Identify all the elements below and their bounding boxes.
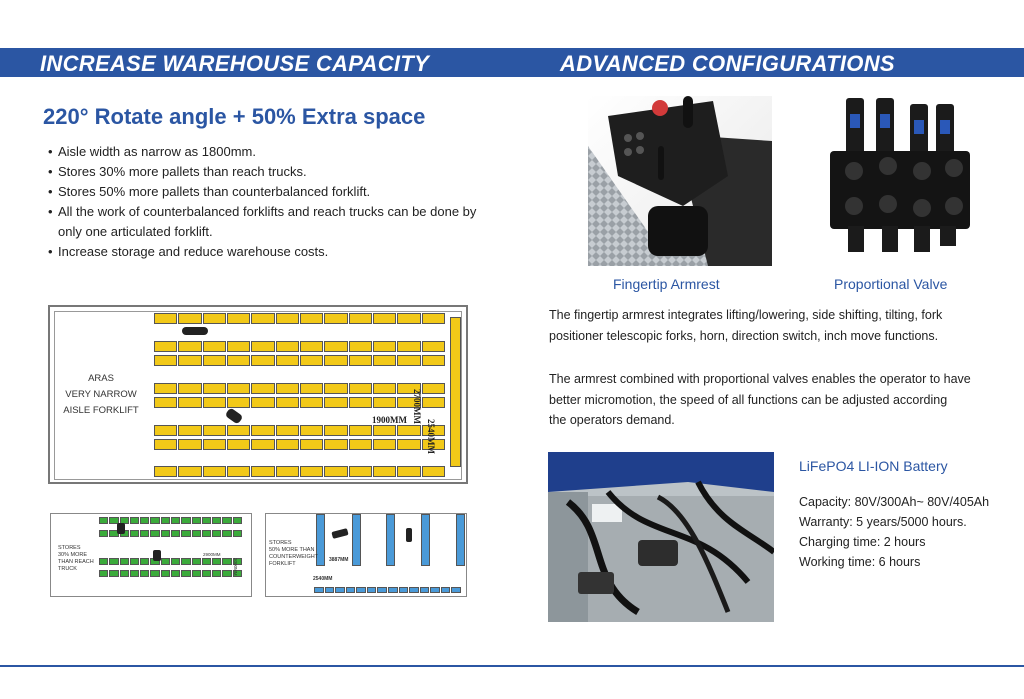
forklift-icon: [117, 523, 125, 534]
rack-cell: [251, 425, 274, 436]
rack-cell: [178, 313, 201, 324]
rack-cell: [203, 383, 226, 394]
rack-cell: [441, 587, 451, 593]
rack-cell: [349, 383, 372, 394]
diagram-label-line2: VERY NARROW: [65, 389, 137, 400]
rack-cell: [140, 530, 149, 537]
rack-cell: [178, 341, 201, 352]
rack-cell: [154, 383, 177, 394]
rack-cell: [222, 530, 231, 537]
rack-cell: [227, 425, 250, 436]
rack-cell: [161, 570, 170, 577]
rack-cell: [150, 570, 159, 577]
rack-cell: [154, 439, 177, 450]
rack-cell: [181, 530, 190, 537]
rack-cell: [178, 397, 201, 408]
rack-cell: [324, 439, 347, 450]
rack-cell: [300, 425, 323, 436]
rack-cell: [325, 587, 335, 593]
rack-cell: [99, 530, 108, 537]
spec-line: Warranty: 5 years/5000 hours.: [799, 515, 967, 529]
paragraph-line: the operators demand.: [549, 413, 675, 427]
rack-cell: [202, 517, 211, 524]
rack-cell: [192, 517, 201, 524]
dimension-upper: 2700MM: [412, 389, 422, 424]
rack-cell: [154, 466, 177, 477]
rack-cell: [140, 570, 149, 577]
rack-cell: [150, 530, 159, 537]
diagram-label-line4: TRUCK: [58, 566, 77, 572]
rack-cell: [386, 514, 395, 566]
rack-cell: [420, 587, 430, 593]
diagram-label-line2: 50% MORE THAN: [269, 547, 315, 553]
rack-cell: [251, 341, 274, 352]
rack-cell: [399, 587, 409, 593]
rack-cell: [99, 517, 108, 524]
rack-cell: [276, 425, 299, 436]
list-item: • Stores 30% more pallets than reach trucks.: [48, 162, 498, 182]
rack-cell: [300, 341, 323, 352]
battery-title: LiFePO4 LI-ION Battery: [799, 458, 948, 474]
rack-cell: [203, 439, 226, 450]
dimension-aisle: 3887MM: [329, 557, 349, 563]
rack-cell: [227, 383, 250, 394]
rack-cell: [212, 558, 221, 565]
rack-cell: [120, 570, 129, 577]
rack-cell: [300, 313, 323, 324]
rack-cell: [422, 466, 445, 477]
proportional-valve-photo: [828, 96, 970, 256]
rack-cell: [178, 355, 201, 366]
rack-cell: [212, 570, 221, 577]
rack-cell: [212, 517, 221, 524]
rack-cell: [276, 341, 299, 352]
list-item: • Increase storage and reduce warehouse costs.: [48, 242, 498, 262]
spec-line: Charging time: 2 hours: [799, 535, 926, 549]
diagram-label-line4: FORKLIFT: [269, 561, 296, 567]
rack-cell: [203, 425, 226, 436]
rack-cell: [251, 313, 274, 324]
rack-cell: [276, 313, 299, 324]
diagram-label-line3: THAN REACH: [58, 559, 94, 565]
diagram-label-line1: STORES: [269, 540, 292, 546]
rack-cell: [409, 587, 419, 593]
rack-cell: [276, 383, 299, 394]
rack-cell: [349, 341, 372, 352]
rack-cell: [451, 587, 461, 593]
dimension-side: 3000MM: [233, 558, 238, 576]
rack-cell: [422, 397, 445, 408]
reach-truck-diagram: [50, 513, 252, 597]
rack-cell: [300, 466, 323, 477]
rack-cell: [178, 466, 201, 477]
rack-cell: [352, 514, 361, 566]
rack-cell: [178, 383, 201, 394]
rack-cell: [324, 466, 347, 477]
rack-cell: [324, 397, 347, 408]
rack-cell: [276, 466, 299, 477]
dimension-aisle: 2900MM: [203, 552, 221, 557]
rack-cell: [154, 355, 177, 366]
rack-cell: [324, 341, 347, 352]
rack-cell: [349, 466, 372, 477]
rack-cell: [154, 313, 177, 324]
rack-cell: [130, 517, 139, 524]
feature-list: [48, 142, 498, 262]
rack-cell: [300, 355, 323, 366]
rack-cell: [202, 570, 211, 577]
rack-cell: [178, 425, 201, 436]
rack-cell: [120, 558, 129, 565]
rack-cell: [373, 383, 396, 394]
rack-cell: [227, 355, 250, 366]
rack-cell: [346, 587, 356, 593]
rack-cell: [171, 558, 180, 565]
rack-cell: [422, 355, 445, 366]
rack-cell: [227, 341, 250, 352]
rack-cell: [203, 313, 226, 324]
rack-cell: [324, 313, 347, 324]
rack-cell: [161, 517, 170, 524]
rack-cell: [324, 355, 347, 366]
battery-photo: [548, 452, 774, 622]
rack-cell: [397, 341, 420, 352]
fingertip-armrest-photo: [588, 96, 772, 266]
rack-cell: [227, 439, 250, 450]
rack-cell: [140, 558, 149, 565]
rack-cell: [373, 425, 396, 436]
rack-cell: [422, 341, 445, 352]
diagram-label-line3: COUNTERWEIGHT: [269, 554, 319, 560]
rack-cell: [324, 383, 347, 394]
battery-specs: [799, 492, 989, 572]
rack-cell: [161, 530, 170, 537]
rack-cell: [349, 439, 372, 450]
rack-cell: [161, 558, 170, 565]
rack-cell: [300, 383, 323, 394]
valve-caption: Proportional Valve: [834, 276, 948, 292]
rack-cell: [421, 514, 430, 566]
warehouse-layout-diagram: [48, 305, 468, 484]
rack-cell: [373, 397, 396, 408]
rack-cell: [212, 530, 221, 537]
armrest-description: [549, 305, 942, 346]
rack-cell: [430, 587, 440, 593]
rack-cell: [349, 425, 372, 436]
diagram-label-line1: STORES: [58, 545, 81, 551]
rack-cell: [99, 558, 108, 565]
rack-cell: [300, 397, 323, 408]
paragraph-line: positioner telescopic forks, horn, direction switch, inch move functions.: [549, 328, 939, 343]
paragraph-line: better micromotion, the speed of all functions can be adjusted according: [549, 392, 948, 407]
rack-cell: [227, 466, 250, 477]
rack-cell: [140, 517, 149, 524]
dimension-aisle: 1900MM: [372, 415, 407, 425]
rack-cell: [171, 570, 180, 577]
rack-cell: [373, 341, 396, 352]
rack-cell: [377, 587, 387, 593]
rack-cell: [367, 587, 377, 593]
rack-cell: [181, 517, 190, 524]
list-item: • All the work of counterbalanced forklifts and reach trucks can be done by only one articulated forklift.: [48, 202, 488, 242]
rack-cell: [222, 570, 231, 577]
forklift-icon: [331, 528, 348, 539]
forklift-icon: [182, 327, 208, 335]
rack-cell: [99, 570, 108, 577]
rack-cell: [227, 397, 250, 408]
rack-cell: [203, 466, 226, 477]
rack-cell: [251, 355, 274, 366]
rack-cell: [397, 439, 420, 450]
rack-cell: [397, 425, 420, 436]
counterweight-diagram: [265, 513, 467, 597]
rack-cell: [233, 517, 242, 524]
rack-cell: [397, 466, 420, 477]
armrest-caption: Fingertip Armrest: [613, 276, 720, 292]
rack-cell: [397, 355, 420, 366]
rack-cell: [349, 355, 372, 366]
rack-cell: [324, 425, 347, 436]
rack-cell: [300, 439, 323, 450]
rack-cell: [373, 355, 396, 366]
dimension-lower: 2540MM: [426, 419, 436, 454]
rack-cell: [178, 439, 201, 450]
rack-cell: [222, 558, 231, 565]
forklift-icon: [153, 550, 161, 561]
combined-description: [549, 369, 971, 431]
footer-rule: [0, 665, 1024, 667]
rack-cell: [171, 517, 180, 524]
left-banner-title: INCREASE WAREHOUSE CAPACITY: [40, 51, 430, 76]
rack-cell: [276, 397, 299, 408]
rack-cell: [450, 317, 461, 467]
diagram-label-line3: AISLE FORKLIFT: [63, 405, 139, 416]
rack-cell: [181, 570, 190, 577]
headline: 220° Rotate angle + 50% Extra space: [43, 104, 426, 129]
rack-cell: [373, 439, 396, 450]
rack-cell: [154, 341, 177, 352]
rack-cell: [203, 397, 226, 408]
rack-cell: [109, 558, 118, 565]
rack-cell: [373, 313, 396, 324]
rack-cell: [181, 558, 190, 565]
rack-cell: [109, 570, 118, 577]
spec-line: Working time: 6 hours: [799, 555, 921, 569]
rack-cell: [203, 355, 226, 366]
rack-cell: [130, 570, 139, 577]
rack-cell: [388, 587, 398, 593]
dimension-bottom: 2540MM: [313, 576, 333, 582]
rack-cell: [251, 466, 274, 477]
rack-cell: [192, 530, 201, 537]
rack-cell: [349, 313, 372, 324]
rack-cell: [222, 517, 231, 524]
rack-cell: [314, 587, 324, 593]
rack-cell: [130, 530, 139, 537]
rack-cell: [202, 558, 211, 565]
rack-cell: [422, 313, 445, 324]
list-item: • Stores 50% more pallets than counterbalanced forklift.: [48, 182, 498, 202]
rack-cell: [276, 439, 299, 450]
rack-cell: [335, 587, 345, 593]
right-banner-title: ADVANCED CONFIGURATIONS: [560, 51, 895, 76]
rack-cell: [397, 313, 420, 324]
spec-line: Capacity: 80V/300Ah~ 80V/405Ah: [799, 495, 990, 509]
diagram-label-line1: ARAS: [88, 373, 114, 384]
forklift-icon: [406, 528, 412, 542]
rack-cell: [456, 514, 465, 566]
rack-cell: [422, 383, 445, 394]
rack-cell: [150, 517, 159, 524]
rack-cell: [276, 355, 299, 366]
rack-cell: [356, 587, 366, 593]
paragraph-line: The fingertip armrest integrates lifting/lowering, side shifting, tilting, fork: [549, 308, 943, 322]
list-item: • Aisle width as narrow as 1800mm.: [48, 142, 498, 162]
rack-cell: [251, 439, 274, 450]
rack-cell: [349, 397, 372, 408]
rack-cell: [154, 425, 177, 436]
rack-cell: [227, 313, 250, 324]
rack-cell: [202, 530, 211, 537]
rack-cell: [251, 383, 274, 394]
rack-cell: [373, 466, 396, 477]
diagram-label-line2: 30% MORE: [58, 552, 88, 558]
rack-cell: [130, 558, 139, 565]
rack-cell: [154, 397, 177, 408]
rack-cell: [192, 570, 201, 577]
rack-cell: [251, 397, 274, 408]
paragraph-line: The armrest combined with proportional valves enables the operator to have: [549, 372, 971, 386]
rack-cell: [203, 341, 226, 352]
rack-cell: [233, 530, 242, 537]
rack-cell: [171, 530, 180, 537]
rack-cell: [192, 558, 201, 565]
